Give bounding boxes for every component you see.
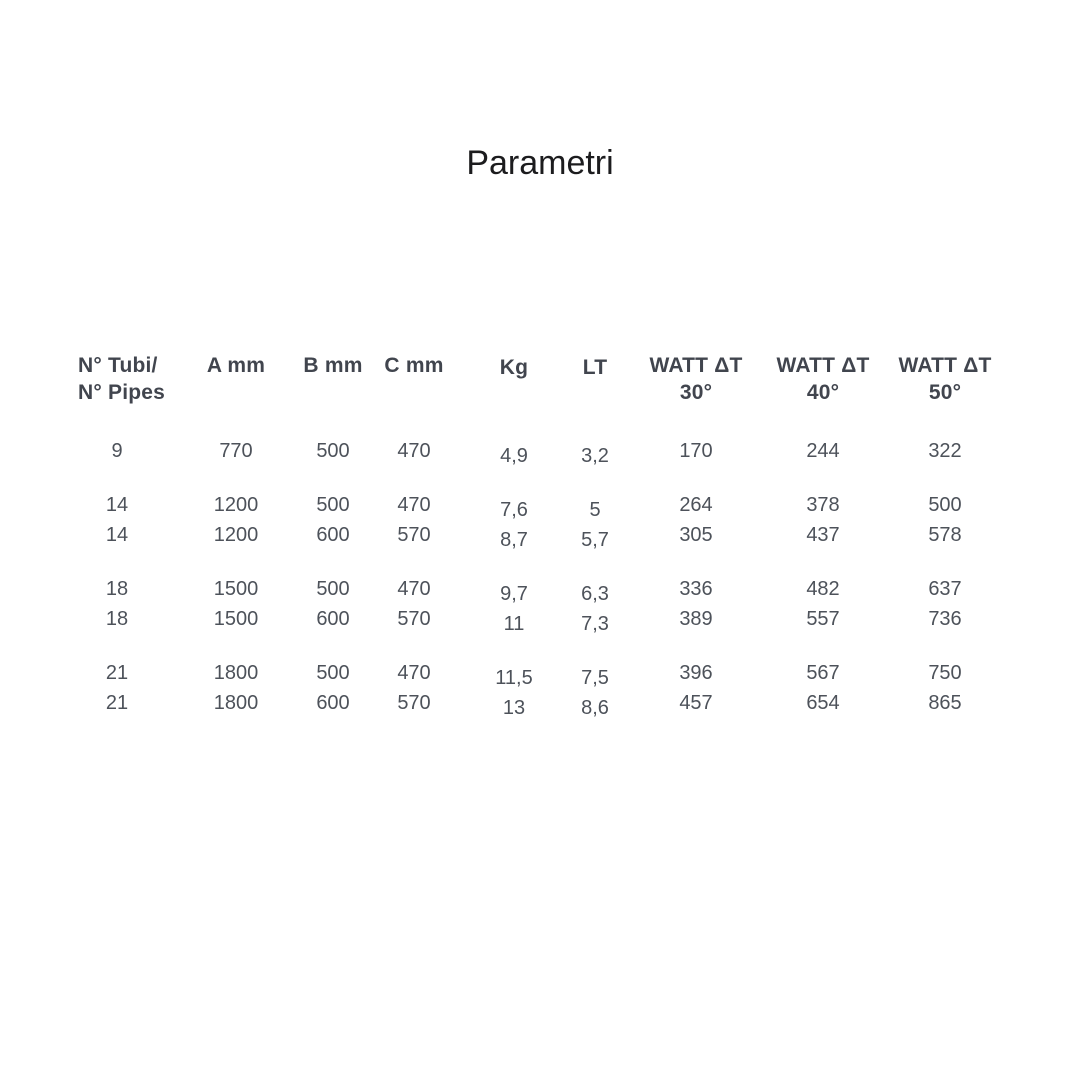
cell-watt40: 482 xyxy=(806,578,840,600)
column-header-tubi-line1: N° Tubi/ xyxy=(78,354,158,377)
table-header-row xyxy=(60,352,1014,406)
cell-watt30: 457 xyxy=(679,692,713,714)
table-row xyxy=(60,491,1014,519)
cell-tubi: 9 xyxy=(111,440,123,462)
cell-kg: 4,9 xyxy=(500,445,528,467)
cell-a-mm: 770 xyxy=(219,440,253,462)
cell-watt50: 322 xyxy=(928,440,962,462)
cell-b-mm: 600 xyxy=(316,608,350,630)
cell-lt: 3,2 xyxy=(581,445,609,467)
cell-a-mm: 1800 xyxy=(213,662,259,684)
column-header-watt50-line2: 50° xyxy=(928,381,962,404)
cell-lt: 5 xyxy=(589,499,601,521)
column-header-watt40 xyxy=(770,352,876,406)
cell-tubi: 21 xyxy=(105,662,129,684)
cell-a-mm: 1200 xyxy=(213,524,259,546)
column-header-tubi-line2: N° Pipes xyxy=(78,381,166,404)
column-header-lt-label: LT xyxy=(582,356,608,379)
cell-watt40: 378 xyxy=(806,494,840,516)
column-header-watt30-line1: WATT ΔT xyxy=(649,354,743,377)
table-row xyxy=(60,521,1014,549)
cell-kg: 8,7 xyxy=(500,529,528,551)
cell-b-mm: 500 xyxy=(316,578,350,600)
cell-watt50: 500 xyxy=(928,494,962,516)
table-row xyxy=(60,437,1014,465)
column-header-watt30 xyxy=(622,352,770,406)
column-header-kg-label: Kg xyxy=(499,356,529,379)
cell-watt50: 865 xyxy=(928,692,962,714)
cell-c-mm: 470 xyxy=(397,578,431,600)
cell-lt: 6,3 xyxy=(581,583,609,605)
cell-b-mm: 500 xyxy=(316,494,350,516)
cell-watt40: 244 xyxy=(806,440,840,462)
page-title: Parametri xyxy=(466,144,614,182)
column-header-watt40-line2: 40° xyxy=(806,381,840,404)
column-header-watt50 xyxy=(876,352,1014,406)
cell-lt: 5,7 xyxy=(581,529,609,551)
cell-watt50: 750 xyxy=(928,662,962,684)
cell-b-mm: 500 xyxy=(316,662,350,684)
cell-c-mm: 570 xyxy=(397,524,431,546)
cell-watt30: 396 xyxy=(679,662,713,684)
cell-lt: 7,3 xyxy=(581,613,609,635)
column-header-a-mm xyxy=(174,352,298,406)
cell-a-mm: 1500 xyxy=(213,608,259,630)
cell-lt: 7,5 xyxy=(581,667,609,689)
cell-watt30: 305 xyxy=(679,524,713,546)
column-header-watt40-line1: WATT ΔT xyxy=(776,354,870,377)
cell-tubi: 18 xyxy=(105,608,129,630)
cell-c-mm: 470 xyxy=(397,494,431,516)
table-row xyxy=(60,659,1014,687)
cell-watt50: 637 xyxy=(928,578,962,600)
cell-watt30: 264 xyxy=(679,494,713,516)
cell-tubi: 14 xyxy=(105,494,129,516)
cell-tubi: 14 xyxy=(105,524,129,546)
cell-kg: 11 xyxy=(503,613,525,635)
cell-kg: 9,7 xyxy=(500,583,528,605)
cell-b-mm: 500 xyxy=(316,440,350,462)
column-header-c-mm xyxy=(368,352,460,406)
cell-watt30: 389 xyxy=(679,608,713,630)
cell-c-mm: 570 xyxy=(397,692,431,714)
cell-watt50: 578 xyxy=(928,524,962,546)
cell-c-mm: 470 xyxy=(397,662,431,684)
cell-kg: 11,5 xyxy=(495,667,533,689)
cell-kg: 7,6 xyxy=(500,499,528,521)
cell-watt30: 170 xyxy=(679,440,713,462)
column-header-c-mm-label: C mm xyxy=(384,354,444,377)
cell-c-mm: 570 xyxy=(397,608,431,630)
cell-a-mm: 1500 xyxy=(213,578,259,600)
cell-watt50: 736 xyxy=(928,608,962,630)
cell-watt40: 567 xyxy=(806,662,840,684)
column-header-b-mm xyxy=(298,352,368,406)
column-header-lt xyxy=(568,352,622,406)
cell-b-mm: 600 xyxy=(316,524,350,546)
cell-a-mm: 1200 xyxy=(213,494,259,516)
cell-watt40: 437 xyxy=(806,524,840,546)
cell-lt: 8,6 xyxy=(581,697,609,719)
column-header-watt50-line1: WATT ΔT xyxy=(898,354,992,377)
table-row xyxy=(60,689,1014,717)
column-header-kg xyxy=(460,352,568,406)
parameters-table xyxy=(60,352,1014,717)
column-header-watt30-line2: 30° xyxy=(679,381,713,404)
column-header-tubi xyxy=(60,352,174,406)
cell-kg: 13 xyxy=(502,697,526,719)
cell-b-mm: 600 xyxy=(316,692,350,714)
cell-watt40: 654 xyxy=(806,692,840,714)
table-row xyxy=(60,605,1014,633)
cell-a-mm: 1800 xyxy=(213,692,259,714)
cell-watt30: 336 xyxy=(679,578,713,600)
cell-c-mm: 470 xyxy=(397,440,431,462)
cell-tubi: 18 xyxy=(105,578,129,600)
cell-tubi: 21 xyxy=(105,692,129,714)
column-header-a-mm-label: A mm xyxy=(206,354,266,377)
table-row xyxy=(60,575,1014,603)
table-body xyxy=(60,437,1014,717)
column-header-b-mm-label: B mm xyxy=(303,354,363,377)
cell-watt40: 557 xyxy=(806,608,840,630)
